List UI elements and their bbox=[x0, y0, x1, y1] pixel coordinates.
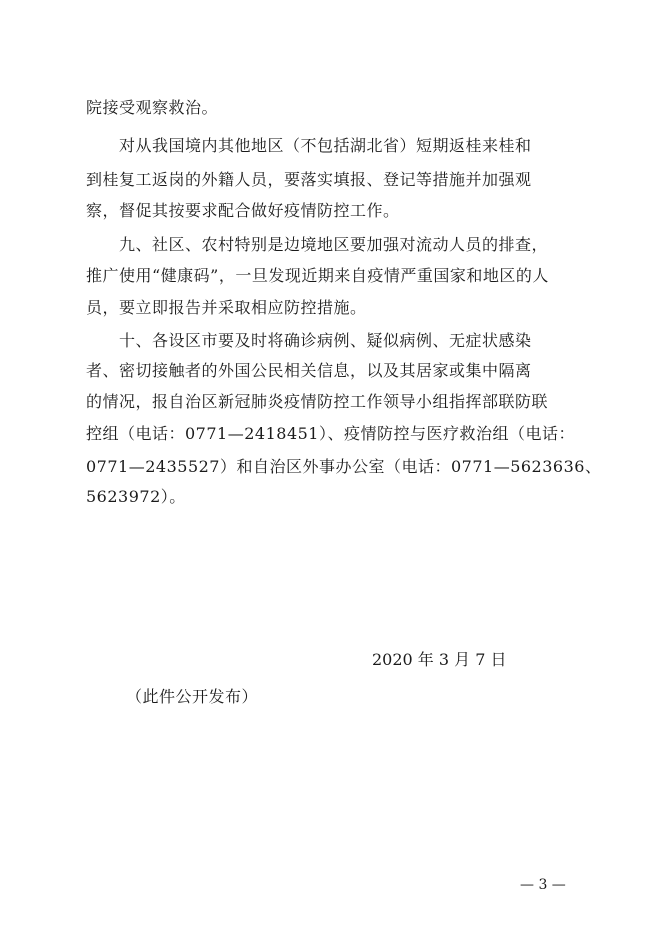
publication-note: （此件公开发布） bbox=[126, 687, 259, 706]
body-line-11: 控组（电话：0771—2418451）、疫情防控与医疗救治组（电话： bbox=[86, 424, 575, 443]
page-number: — 3 — bbox=[520, 877, 566, 893]
document-date: 2020 年 3 月 7 日 bbox=[372, 650, 507, 669]
body-line-12: 0771—2435527）和自治区外事办公室（电话：0771—5623636、 bbox=[86, 457, 602, 476]
body-line-9: 者、密切接触者的外国公民相关信息，以及其居家或集中隔离 bbox=[86, 361, 532, 380]
body-line-7: 员，要立即报告并采取相应防控措施。 bbox=[86, 298, 367, 317]
body-line-10: 的情况，报自治区新冠肺炎疫情防控工作领导小组指挥部联防联 bbox=[86, 392, 549, 411]
body-line-6: 推广使用“健康码”，一旦发现近期来自疫情严重国家和地区的人 bbox=[86, 266, 549, 285]
body-line-13: 5623972）。 bbox=[86, 487, 186, 506]
body-line-3: 到桂复工返岗的外籍人员，要落实填报、登记等措施并加强观 bbox=[86, 170, 532, 189]
body-line-1: 院接受观察救治。 bbox=[86, 98, 219, 117]
body-line-8: 十、各设区市要及时将确诊病例、疑似病例、无症状感染 bbox=[86, 331, 532, 350]
body-line-4: 察，督促其按要求配合做好疫情防控工作。 bbox=[86, 201, 400, 220]
body-line-5: 九、社区、农村特别是边境地区要加强对流动人员的排查， bbox=[86, 235, 549, 254]
body-line-2: 对从我国境内其他地区（不包括湖北省）短期返桂来桂和 bbox=[86, 136, 532, 155]
